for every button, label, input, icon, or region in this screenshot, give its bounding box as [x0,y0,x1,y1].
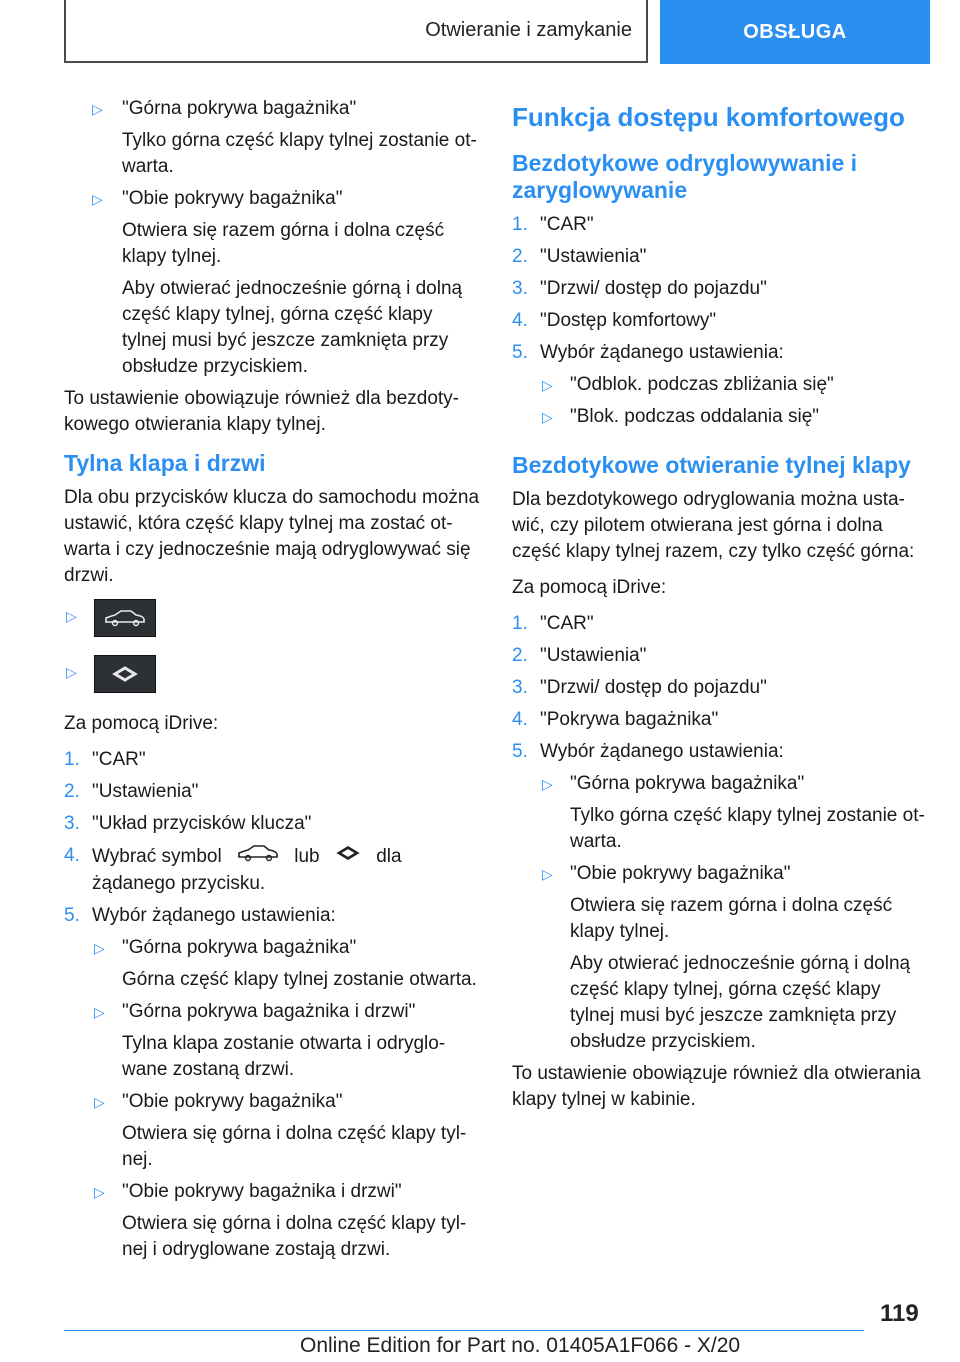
tailgate-chevron-icon [333,844,363,870]
paragraph: Dla bezdotykowego odryglowania można usta-wić, czy pilotem otwierana jest górna i dolna część klapy tylnej razem, czy tylko część górna: [512,489,915,562]
step-item: 1. "CAR" [512,613,594,634]
triangle-right-icon: ▷ [94,1004,105,1020]
left-column [64,96,482,1269]
step-item: 2. "Ustawienia" [64,781,199,802]
step-item: 2. "Ustawienia" [512,645,647,666]
icon-item-lid [64,655,482,697]
item-description: Tylko górna część klapy tylnej zostanie ot-warta. [122,130,477,177]
triangle-right-icon: ▷ [94,940,105,956]
footer-divider [64,1330,864,1331]
option-description: Tylna klapa zostanie otwarta i odryglo-wane zostaną drzwi. [122,1033,446,1080]
page-header [64,0,930,66]
paragraph: To ustawienie obowiązuje również dla otwierania klapy tylnej w kabinie. [512,1063,921,1110]
step-item: 3. "Drzwi/ dostęp do pojazdu" [512,278,767,299]
triangle-right-icon: ▷ [542,776,553,792]
section-title: Otwieranie i zamykanie [64,0,648,63]
paragraph: Dla obu przycisków klucza do samochodu można ustawić, która część klapy tylnej ma zostać ot-warta i czy jednocześnie mają odryglowywać się drzwi. [64,487,480,586]
option-description: Otwiera się górna i dolna część klapy tyl-nej. [122,1123,467,1170]
step-item: 1. "CAR" [64,749,146,770]
option-description: Otwiera się górna i dolna część klapy tyl-nej i odryglowane zostają drzwi. [122,1213,467,1260]
icon-item-car [64,599,482,641]
triangle-right-icon: ▷ [542,409,553,425]
option-item: ▷ "Blok. podczas oddalania się" [512,404,930,430]
option-description: Tylko górna część klapy tylnej zostanie ot-warta. [570,805,925,852]
triangle-right-icon: ▷ [94,1094,105,1110]
option-description: Otwiera się razem górna i dolna część klapy tylnej. [570,895,893,942]
item-note: Aby otwierać jednocześnie górną i dolną część klapy tylnej, górna część klapy tylnej musi być jeszcze zamknięta przy obsłudze przyciskiem. [122,278,463,377]
item-description: Otwiera się razem górna i dolna część klapy tylnej. [122,220,445,267]
option-item: ▷ "Odblok. podczas zbliżania się" [512,372,930,398]
triangle-right-icon: ▷ [542,866,553,882]
step-item: 1. "CAR" [512,214,594,235]
triangle-right-icon: ▷ [66,664,77,680]
step-item: 5. Wybór żądanego ustawienia: [512,741,784,762]
step-item: 4. Wybrać symbol lub dla żądanego przycisku. [64,845,402,894]
option-item: ▷ "Obie pokrywy bagażnika" [64,1089,482,1115]
option-description: Górna część klapy tylnej zostanie otwarta. [122,969,477,990]
paragraph: Za pomocą iDrive: [512,577,667,598]
subsection-heading: Bezdotykowe otwieranie tylnej klapy [512,452,911,478]
car-icon [94,599,156,637]
option-note: Aby otwierać jednocześnie górną i dolną część klapy tylnej, górna część klapy tylnej musi być jeszcze zamknięta przy obsłudze przyciskiem. [570,953,911,1052]
option-item: ▷ "Obie pokrywy bagażnika" [512,861,930,887]
subsection-heading: Bezdotykowe odryglowywanie i zaryglowywanie [512,150,858,203]
list-item: ▷ "Górna pokrywa bagażnika" [64,96,482,122]
step-item: 3. "Drzwi/ dostęp do pojazdu" [512,677,767,698]
car-icon [235,843,281,871]
step-item: 5. Wybór żądanego ustawienia: [512,342,784,363]
option-item: ▷ "Górna pokrywa bagażnika" [64,935,482,961]
step-item: 4. "Dostęp komfortowy" [512,310,717,331]
list-item: ▷ "Obie pokrywy bagażnika" [64,186,482,212]
option-item: ▷ "Obie pokrywy bagażnika i drzwi" [64,1179,482,1205]
triangle-right-icon: ▷ [94,1184,105,1200]
section-heading: Tylna klapa i drzwi [64,450,266,476]
step-item: 2. "Ustawienia" [512,246,647,267]
paragraph: To ustawienie obowiązuje również dla bezdoty-kowego otwierania klapy tylnej. [64,388,460,435]
edition-footer: Online Edition for Part no. 01405A1F066 - X/20 [300,1334,741,1357]
triangle-right-icon: ▷ [66,608,77,624]
step-item: 4. "Pokrywa bagażnika" [512,709,719,730]
tailgate-chevron-icon [94,655,156,693]
option-item: ▷ "Górna pokrywa bagażnika i drzwi" [64,999,482,1025]
triangle-right-icon: ▷ [92,191,103,207]
chapter-tab: OBSŁUGA [660,0,930,64]
right-column [512,96,930,1123]
triangle-right-icon: ▷ [542,377,553,393]
option-item: ▷ "Górna pokrywa bagażnika" [512,771,930,797]
triangle-right-icon: ▷ [92,101,103,117]
page-number: 119 [880,1300,919,1327]
paragraph: Za pomocą iDrive: [64,713,219,734]
step-item: 3. "Układ przycisków klucza" [64,813,312,834]
step-item: 5. Wybór żądanego ustawienia: [64,905,336,926]
section-heading: Funkcja dostępu komfortowego [512,102,905,132]
